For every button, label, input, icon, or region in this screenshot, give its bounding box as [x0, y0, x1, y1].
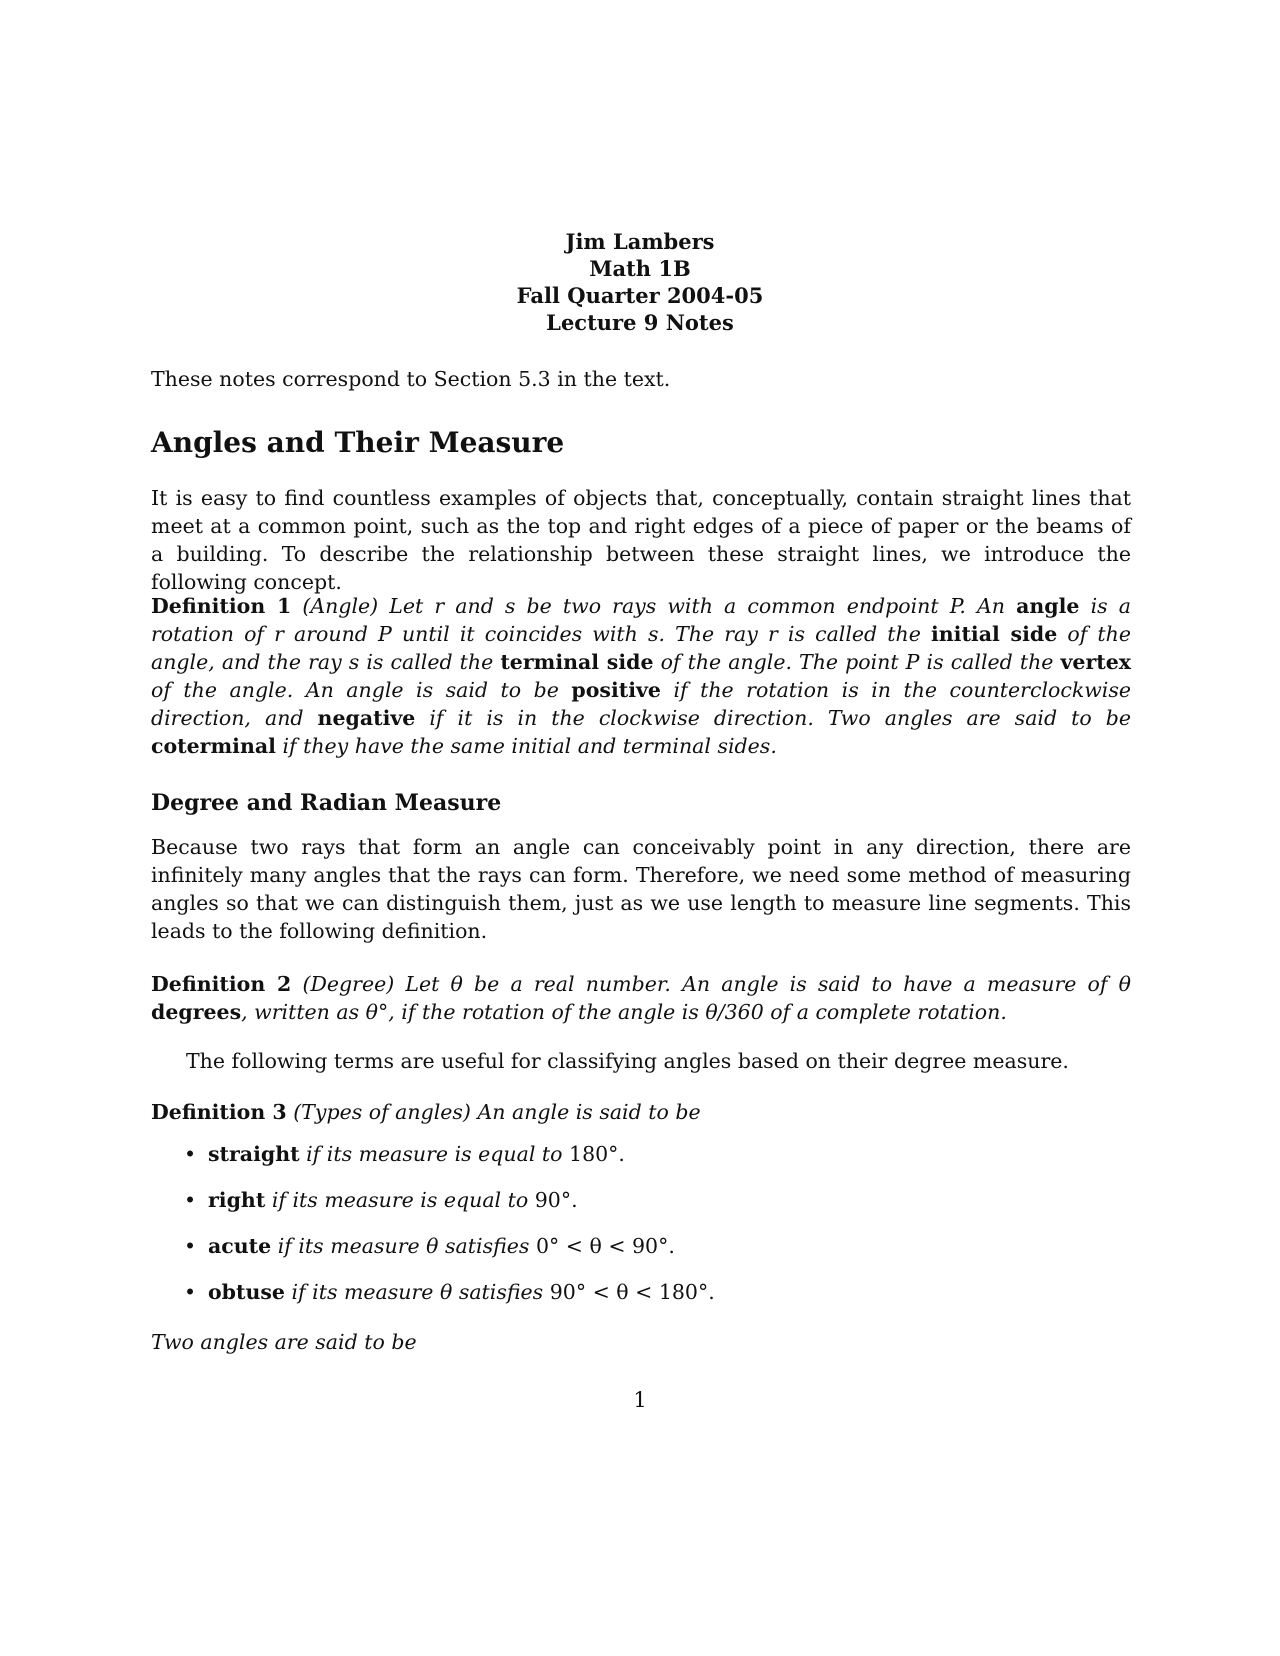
term-initial-side: initial side: [930, 622, 1058, 646]
definition-text: (Angle) Let r and s be two rays with a common endpoint P. An: [302, 594, 1017, 618]
definition-text: (Types of angles) An angle is said to be: [293, 1100, 701, 1124]
definition-text: of the angle, and the ray s is called the: [151, 622, 1131, 674]
angle-types-list: [180, 1140, 1080, 1324]
definition-1: [151, 592, 1131, 760]
list-item: [180, 1140, 1080, 1168]
angle-condition: if its measure is equal to: [306, 1142, 563, 1166]
subsection-title: Degree and Radian Measure: [151, 790, 502, 816]
author-name: Jim Lambers: [565, 229, 715, 254]
closing-text: Two angles are said to be: [151, 1330, 417, 1354]
definition-2: [151, 970, 1131, 1026]
lecture-title: Lecture 9 Notes: [546, 310, 734, 335]
definition-label: Definition 2: [151, 972, 292, 996]
angle-condition: if its measure θ satisfies: [277, 1234, 530, 1258]
definition-text: is a rotation of r around P until it coincides with s. The ray r is called the: [151, 594, 1131, 646]
term-vertex: vertex: [1060, 650, 1131, 674]
angle-condition: if its measure is equal to: [271, 1188, 529, 1212]
paragraph-2: Because two rays that form an angle can conceivably point in any direction, there are infinitely many angles that the rays can form. Therefore, we need some method of measuring angles so that we can distinguish them, just as we use length to measure line segments. This leads to the following definition.: [151, 835, 1131, 943]
term-positive: positive: [571, 678, 661, 702]
term-negative: negative: [317, 706, 416, 730]
term-degrees: degrees: [151, 1000, 242, 1024]
term-angle: angle: [1016, 594, 1080, 618]
bullet-icon: •: [184, 1280, 197, 1304]
intro-text: These notes correspond to Section 5.3 in the text.: [151, 367, 671, 391]
term-terminal-side: terminal side: [500, 650, 654, 674]
list-item: [180, 1232, 1080, 1260]
definition-label: Definition 3: [151, 1100, 287, 1124]
bullet-icon: •: [184, 1142, 197, 1166]
document-header: [0, 228, 1280, 336]
angle-math: 90°.: [534, 1188, 578, 1212]
angle-math: 90° < θ < 180°.: [549, 1280, 715, 1304]
paragraph-3: The following terms are useful for classifying angles based on their degree measure.: [186, 1049, 1069, 1073]
list-item: [180, 1278, 1080, 1306]
list-item: [180, 1186, 1080, 1214]
angle-term: obtuse: [208, 1280, 285, 1304]
definition-text: if it is in the clockwise direction. Two angles are said to be: [415, 706, 1131, 730]
definition-text: , written as θ°, if the rotation of the angle is θ/360 of a complete rotation.: [241, 1000, 1007, 1024]
angle-term: straight: [208, 1142, 300, 1166]
definition-label: Definition 1: [151, 594, 292, 618]
definition-text: of the angle. The point P is called the: [653, 650, 1061, 674]
section-title: Angles and Their Measure: [151, 426, 565, 459]
term-coterminal: coterminal: [151, 734, 276, 758]
definition-3: [151, 1098, 1131, 1126]
definition-text: if they have the same initial and terminal sides.: [275, 734, 777, 758]
term: Fall Quarter 2004-05: [516, 283, 764, 308]
definition-text: (Degree) Let θ be a real number. An angle is said to have a measure of θ: [302, 972, 1131, 996]
bullet-icon: •: [184, 1188, 197, 1212]
bullet-icon: •: [184, 1234, 197, 1258]
definition-text: of the angle. An angle is said to be: [151, 678, 572, 702]
definition-text: if the rotation is in the counterclockwise direction, and: [151, 678, 1131, 730]
angle-condition: if its measure θ satisfies: [291, 1280, 544, 1304]
page-number: 1: [633, 1388, 647, 1412]
angle-term: right: [208, 1188, 266, 1212]
angle-math: 0° < θ < 90°.: [535, 1234, 675, 1258]
paragraph-1: It is easy to find countless examples of objects that, conceptually, contain straight lines that meet at a common point, such as the top and right edges of a piece of paper or the beams of a building. To describe the relationship between these straight lines, we introduce the following concept.: [151, 486, 1131, 594]
angle-math: 180°.: [569, 1142, 625, 1166]
course-name: Math 1B: [589, 256, 691, 281]
angle-term: acute: [208, 1234, 272, 1258]
